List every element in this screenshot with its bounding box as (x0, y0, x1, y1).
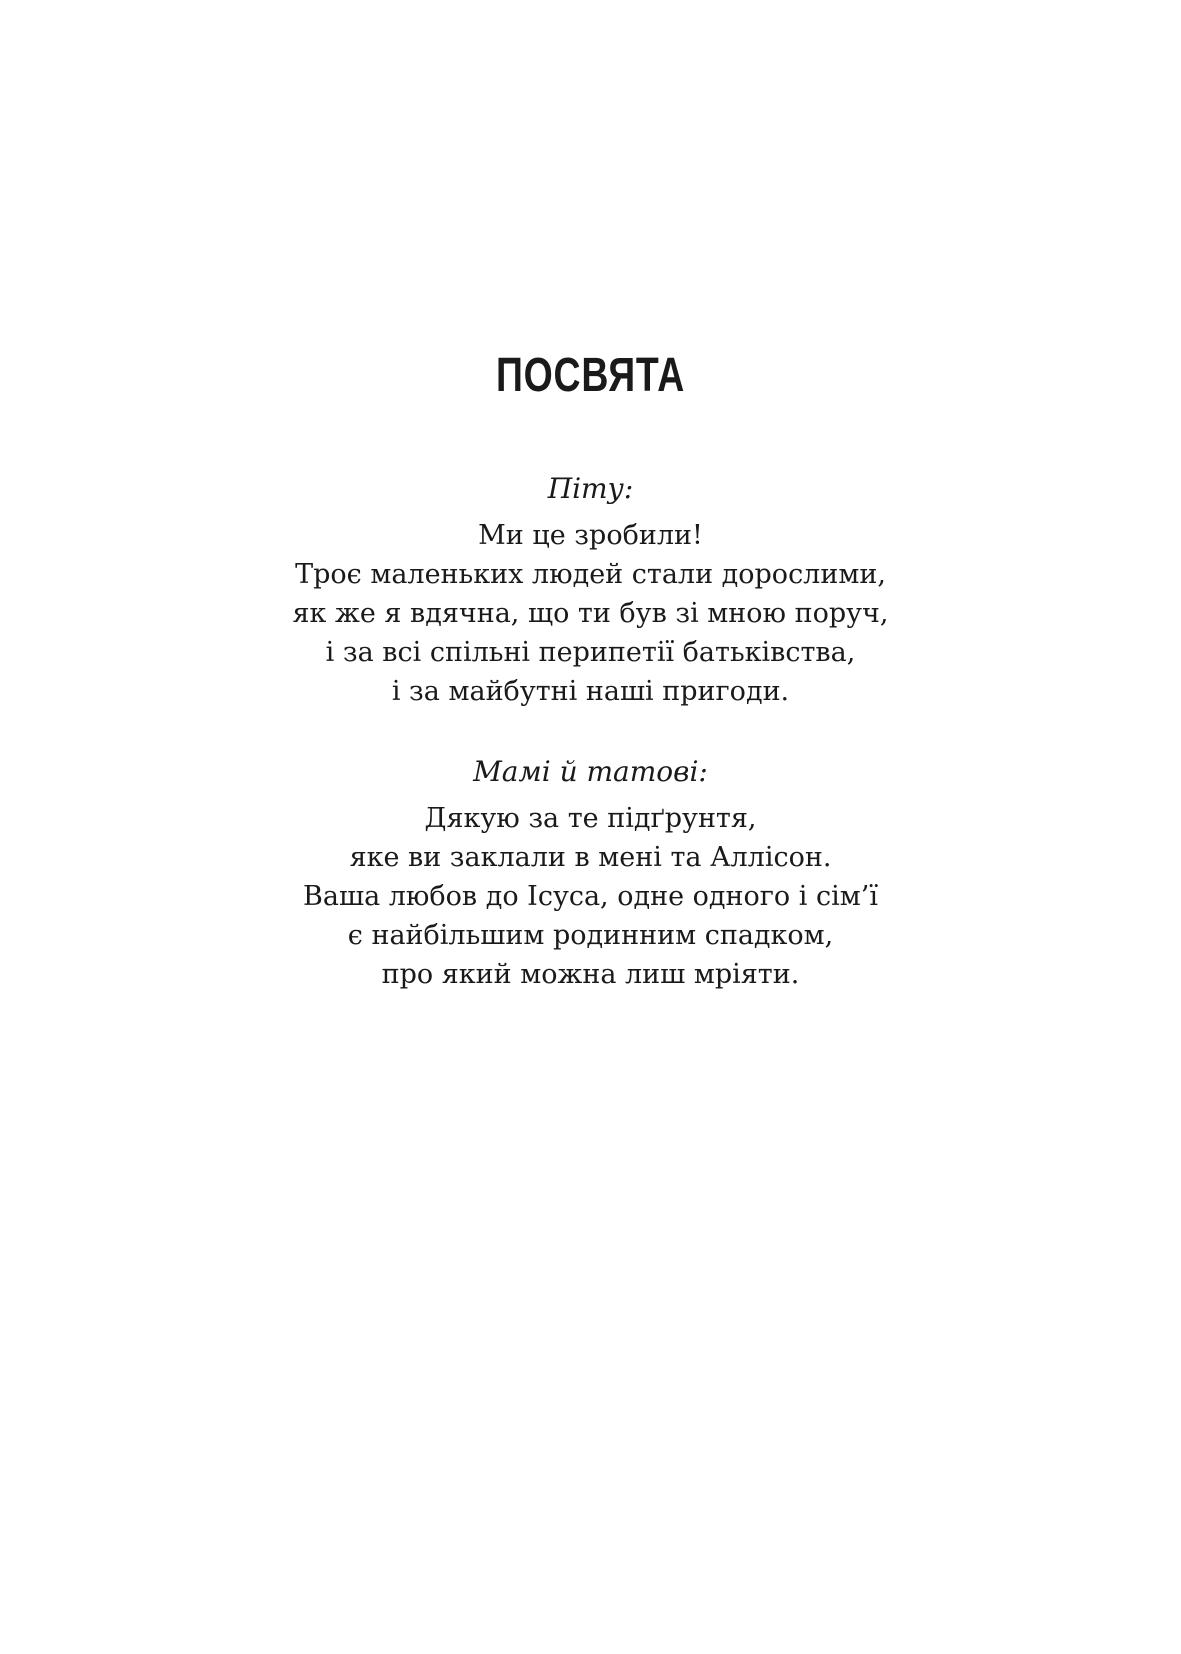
dedication-line: як же я вдячна, що ти був зі мною поруч, (292, 598, 889, 629)
dedication-heading: Піту: (547, 472, 634, 505)
dedication-line: є найбільшим родинним спадком, (347, 920, 834, 951)
dedication-line: Дякую за те підґрунтя, (424, 803, 757, 834)
dedication-line: про який можна лиш мріяти. (381, 959, 800, 990)
dedication-line: і за майбутні наші пригоди. (391, 676, 790, 707)
dedication-parents (0, 755, 1181, 994)
dedication-heading: Мамі й татові: (473, 755, 708, 788)
dedication-line: Ми це зробили! (478, 520, 703, 551)
dedication-line: Троє маленьких людей стали дорослими, (295, 559, 886, 590)
page-title: ПОСВЯТА (495, 349, 686, 402)
dedication-line: яке ви заклали в мені та Аллісон. (349, 842, 832, 873)
dedication-line: Ваша любов до Ісуса, одне одного і сім’ї (303, 881, 878, 912)
dedication-line: і за всі спільні перипетії батьківства, (325, 637, 856, 668)
dedication-pete (0, 472, 1181, 711)
